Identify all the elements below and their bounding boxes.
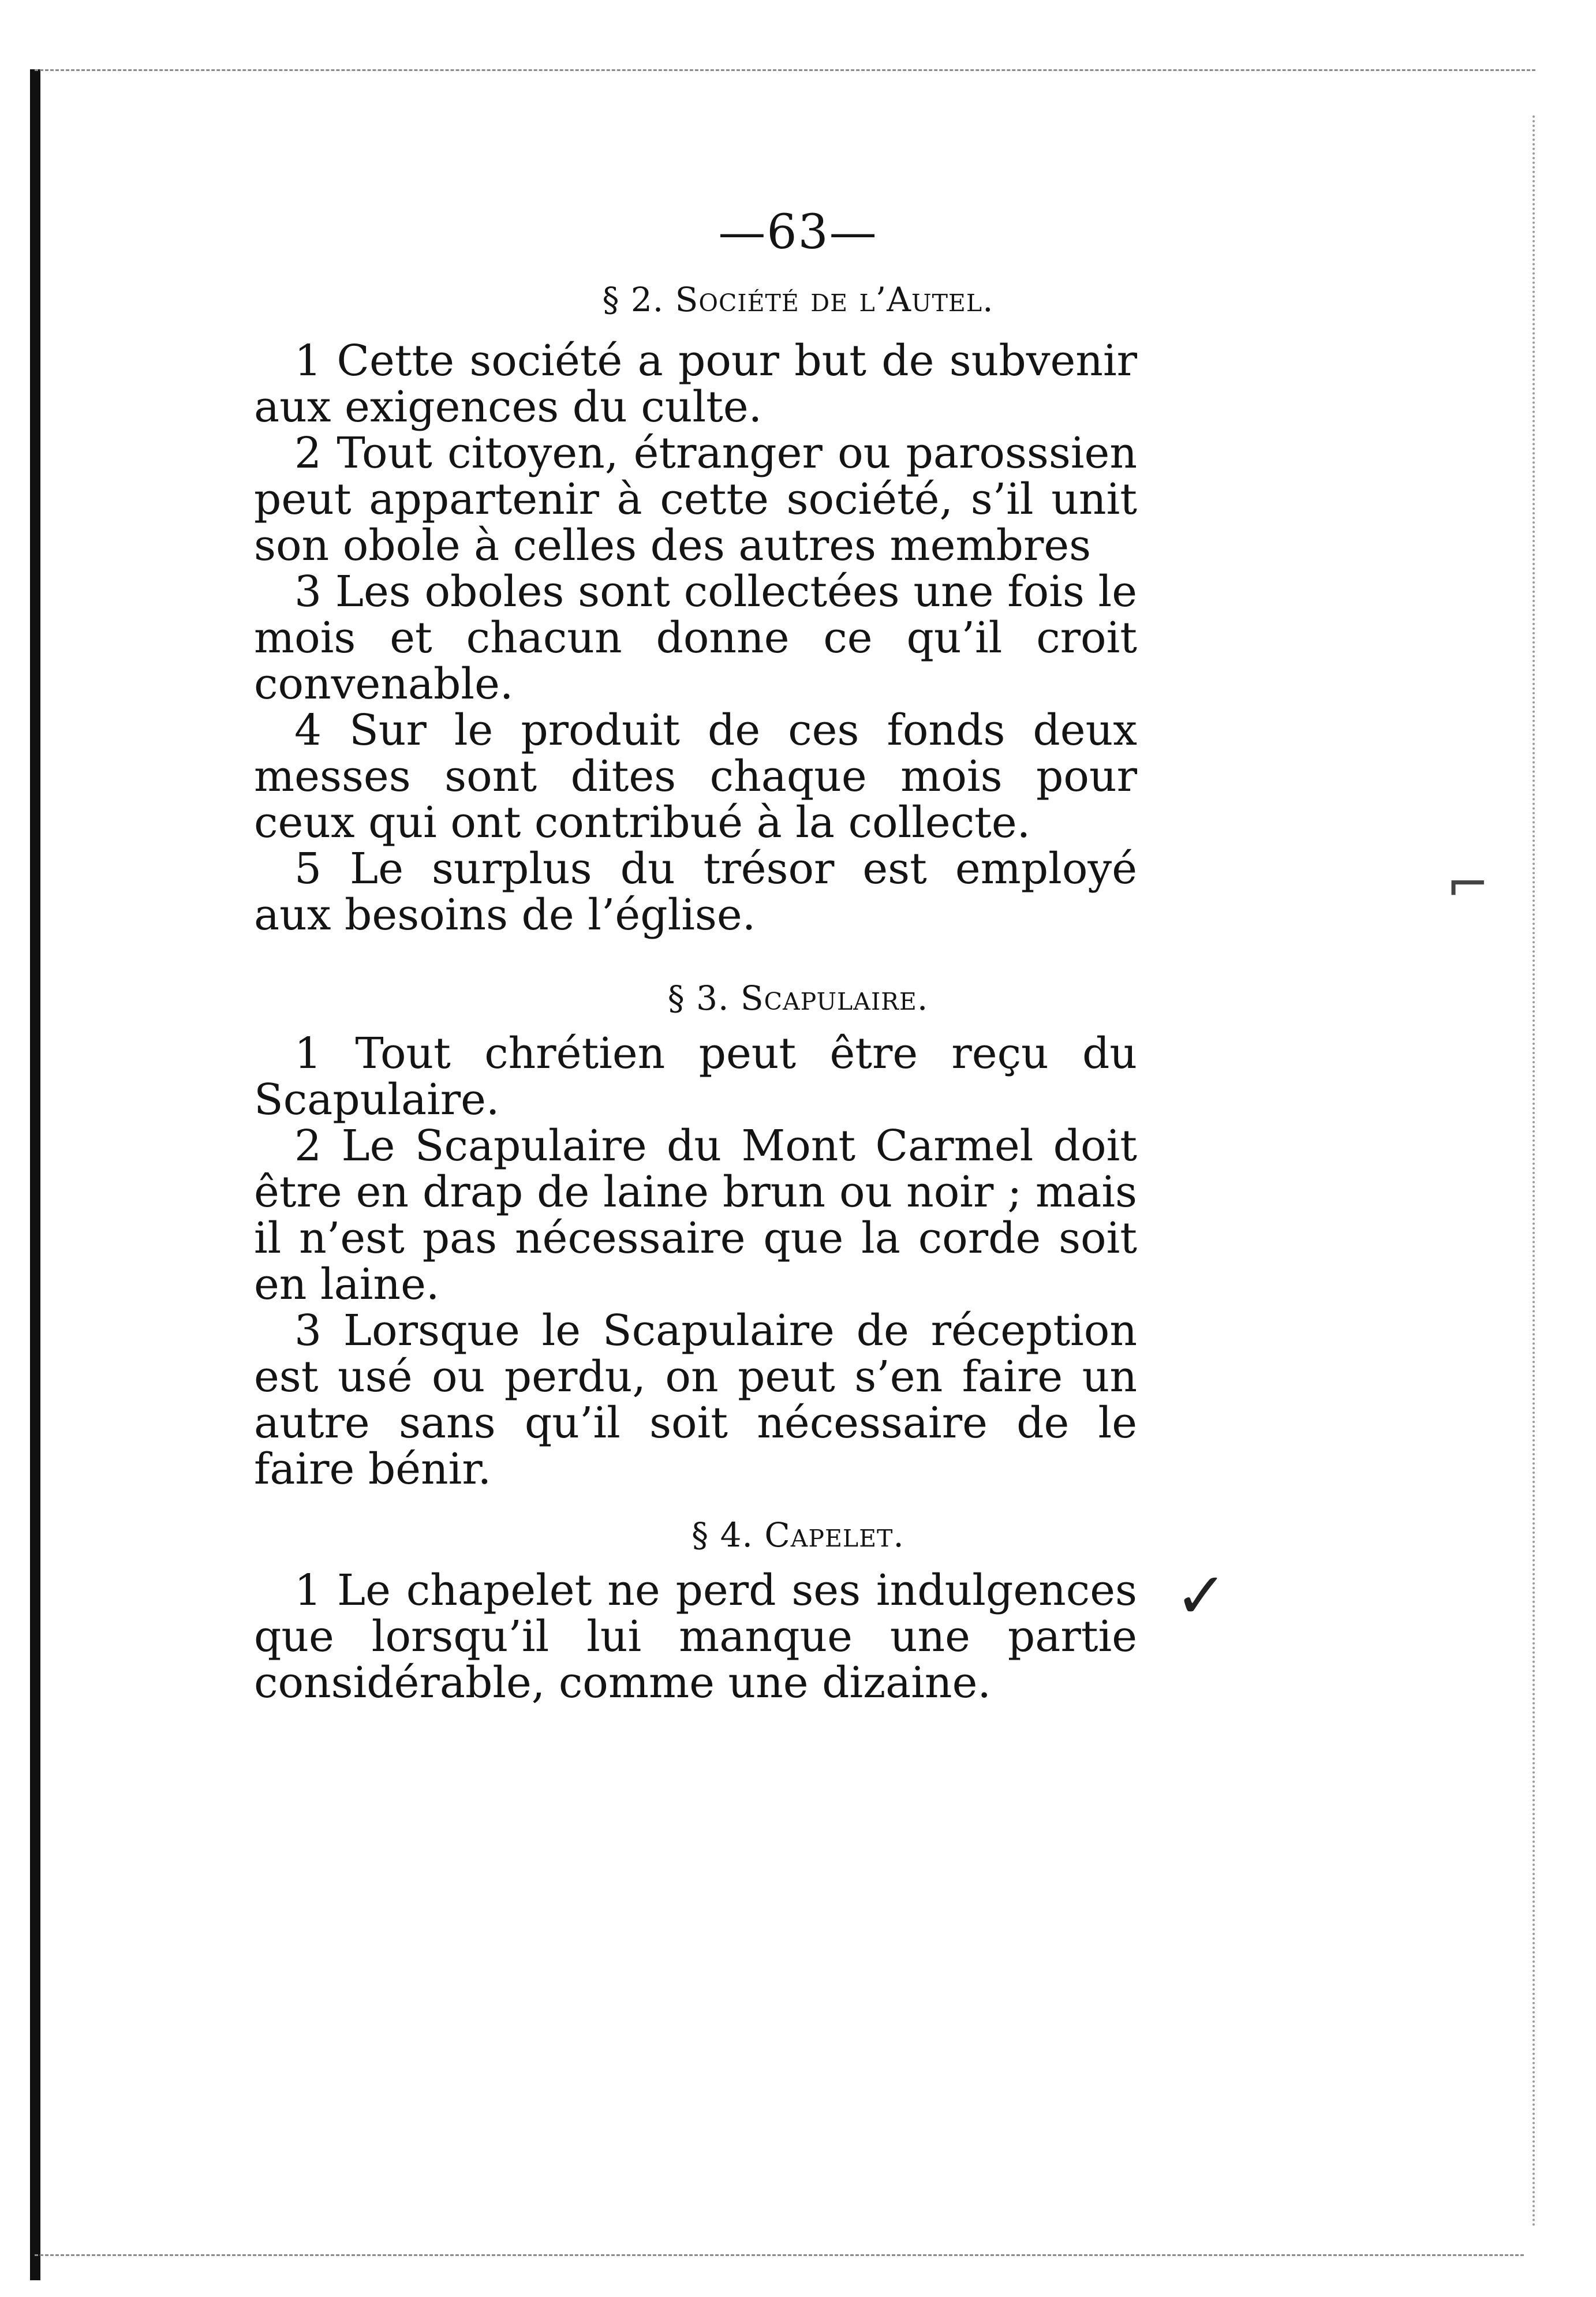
bottom-border-line bbox=[35, 2254, 1524, 2256]
paragraph: 1 Cette société a pour but de subvenir aux exigences du culte. bbox=[254, 336, 1137, 432]
paragraph: 1 Le chapelet ne perd ses indulgences que lorsqu’il lui manque une partie considérable, comme une dizaine. bbox=[254, 1566, 1137, 1708]
top-border-line bbox=[35, 69, 1535, 71]
right-edge-specks bbox=[1533, 115, 1535, 2228]
paragraph: 3 Les oboles sont collectées une fois le mois et chacun donne ce qu’il croit convenable. bbox=[254, 567, 1137, 709]
page-number: —63— bbox=[718, 205, 878, 260]
paragraph: 4 Sur le produit de ces fonds deux messes sont dites chaque mois pour ceux qui ont contribué à la collecte. bbox=[254, 705, 1137, 847]
paragraph: 1 Tout chrétien peut être reçu du Scapulaire. bbox=[254, 1029, 1137, 1125]
paragraph: 2 Le Scapulaire du Mont Carmel doit être en drap de laine brun ou noir ; mais il n’est pas nécessaire que la corde soit en laine. bbox=[254, 1121, 1137, 1309]
margin-pencil-mark: ⌐ bbox=[1446, 854, 1490, 915]
section-body-scapulaire bbox=[254, 1030, 1137, 1492]
paragraph: 3 Lorsque le Scapulaire de réception est usé ou perdu, on peut s’en faire un autre sans qu’il soit nécessaire de le faire bénir. bbox=[254, 1306, 1137, 1494]
section-heading-scapulaire: § 3. Scapulaire. bbox=[667, 978, 929, 1018]
section-heading-societe-autel: § 2. Société de l’Autel. bbox=[602, 280, 994, 319]
section-heading-capelet: § 4. Capelet. bbox=[692, 1515, 904, 1555]
checkmark-icon: ✓ bbox=[1175, 1559, 1228, 1633]
paragraph: 5 Le surplus du trésor est employé aux besoins de l’église. bbox=[254, 844, 1137, 940]
paragraph: 2 Tout citoyen, étranger ou parosssien peut appartenir à cette société, s’il unit son obole à celles des autres membres bbox=[254, 428, 1137, 570]
section-body-capelet bbox=[254, 1567, 1137, 1706]
page-binding-edge bbox=[30, 69, 40, 2280]
section-body-societe-autel bbox=[254, 338, 1137, 938]
